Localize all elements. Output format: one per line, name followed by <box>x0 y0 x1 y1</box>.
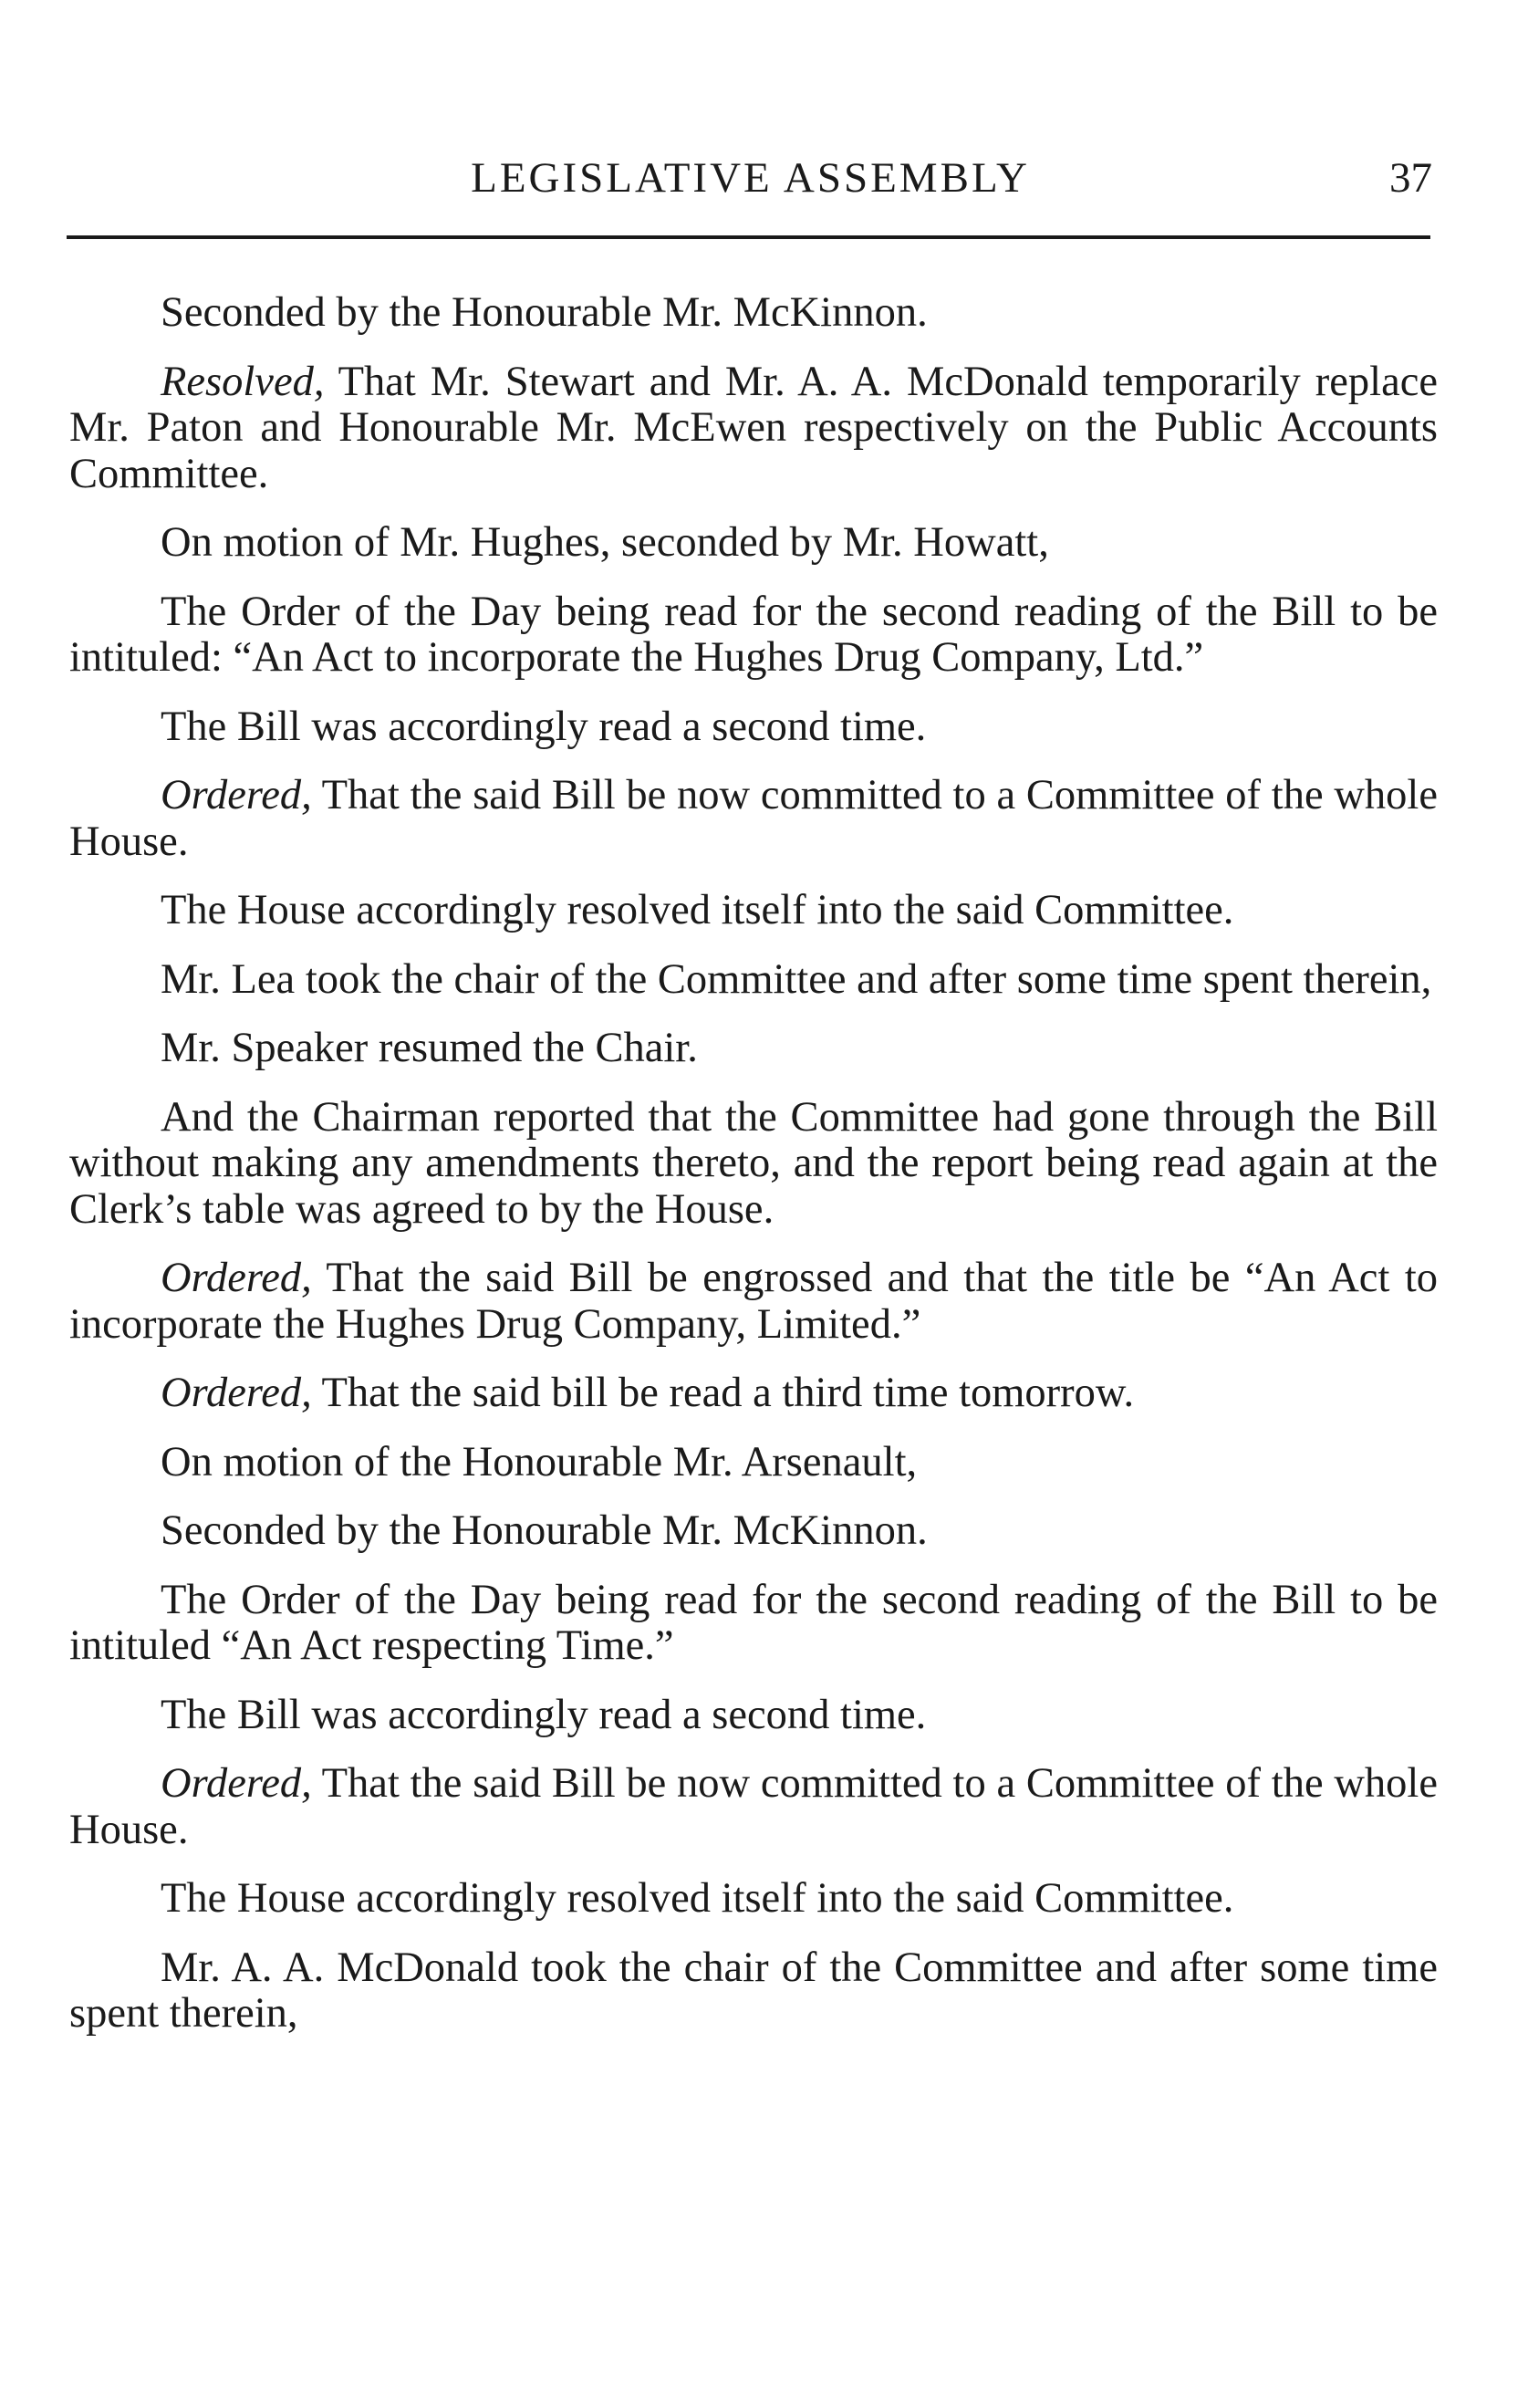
paragraph-text: The Bill was accordingly read a second time. <box>161 703 927 750</box>
paragraph-lead: Ordered, <box>161 1370 312 1416</box>
body-text <box>69 290 1438 2060</box>
paragraph <box>69 773 1438 865</box>
paragraph-lead: Resolved, <box>161 358 325 405</box>
paragraph <box>69 1440 1438 1486</box>
paragraph-text: That the said Bill be engrossed and that the title be “An Act to incorporate the Hughes Drug Company, Limited.” <box>69 1255 1438 1348</box>
paragraph-text: Seconded by the Honourable Mr. McKinnon. <box>161 289 928 336</box>
paragraph <box>69 1371 1438 1417</box>
paragraph-text: The Order of the Day being read for the second reading of the Bill to be intituled: “An Act to incorporate the Hughes Drug Company, Ltd.” <box>69 588 1438 681</box>
paragraph <box>69 1945 1438 2038</box>
running-header <box>68 153 1432 208</box>
paragraph <box>69 290 1438 337</box>
paragraph <box>69 1508 1438 1555</box>
paragraph <box>69 1256 1438 1348</box>
running-title: LEGISLATIVE ASSEMBLY <box>471 154 1030 202</box>
header-rule <box>67 235 1430 239</box>
paragraph <box>69 589 1438 682</box>
paragraph-text: Mr. A. A. McDonald took the chair of the Committee and after some time spent therein, <box>69 1944 1438 2037</box>
paragraph-text: That Mr. Stewart and Mr. A. A. McDonald temporarily replace Mr. Paton and Honourable Mr. McEwen respectively on the Public Accounts Committee. <box>69 358 1438 497</box>
paragraph <box>69 1026 1438 1072</box>
paragraph-text: And the Chairman reported that the Committee had gone through the Bill without making any amendments thereto, and the report being read again at the Clerk’s table was agreed to by the House. <box>69 1093 1438 1233</box>
paragraph-text: That the said bill be read a third time tomorrow. <box>311 1370 1135 1416</box>
paragraph-lead: Ordered, <box>161 772 312 818</box>
paragraph-text: The House accordingly resolved itself into the said Committee. <box>161 887 1234 933</box>
paragraph <box>69 1095 1438 1234</box>
page-number: 37 <box>1389 154 1432 202</box>
paragraph-text: That the said Bill be now committed to a Committee of the whole House. <box>69 1760 1438 1853</box>
paragraph-text: That the said Bill be now committed to a Committee of the whole House. <box>69 772 1438 865</box>
paragraph-text: Seconded by the Honourable Mr. McKinnon. <box>161 1507 928 1554</box>
paragraph <box>69 520 1438 567</box>
paragraph-lead: Ordered, <box>161 1255 312 1301</box>
paragraph-text: The Order of the Day being read for the second reading of the Bill to be intituled “An Act respecting Time.” <box>69 1576 1438 1669</box>
paragraph <box>69 1876 1438 1923</box>
paragraph <box>69 957 1438 1004</box>
paragraph <box>69 1761 1438 1853</box>
paragraph <box>69 1578 1438 1670</box>
paragraph <box>69 360 1438 498</box>
paragraph <box>69 888 1438 934</box>
paragraph-text: Mr. Speaker resumed the Chair. <box>161 1025 698 1071</box>
paragraph-text: The House accordingly resolved itself into the said Committee. <box>161 1875 1234 1922</box>
paragraph-text: On motion of the Honourable Mr. Arsenault, <box>161 1438 918 1485</box>
paragraph <box>69 704 1438 751</box>
paragraph-text: The Bill was accordingly read a second time. <box>161 1691 927 1738</box>
paragraph <box>69 1693 1438 1739</box>
paragraph-text: Mr. Lea took the chair of the Committee and after some time spent therein, <box>161 955 1432 1003</box>
paragraph-lead: Ordered, <box>161 1760 312 1807</box>
paragraph-text: On motion of Mr. Hughes, seconded by Mr. Howatt, <box>161 519 1049 566</box>
